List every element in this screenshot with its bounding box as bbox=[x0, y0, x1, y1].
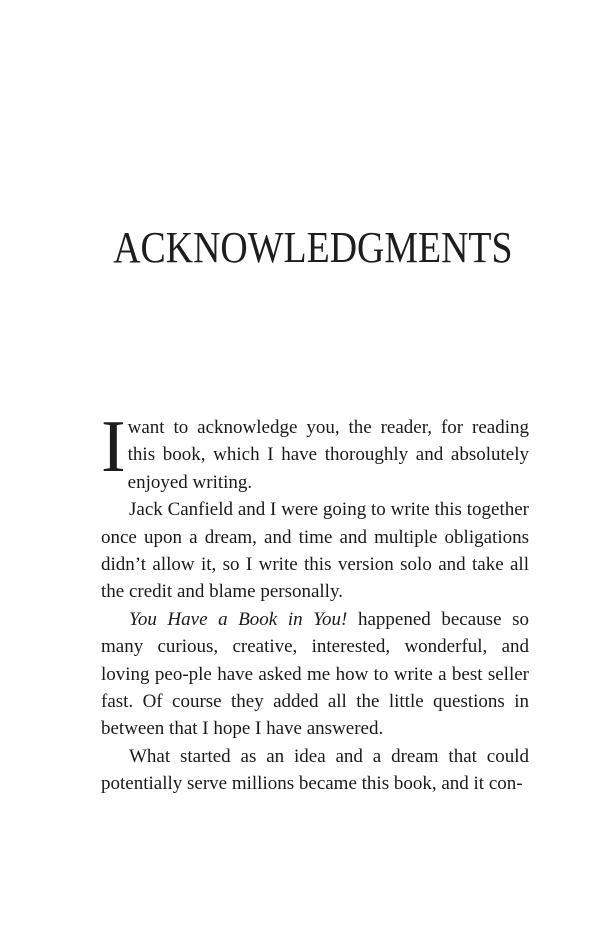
paragraph-3 bbox=[101, 606, 529, 743]
paragraph-2: Jack Canfield and I were going to write this together once upon a dream, and time and multiple obligations didn’t allow it, so I write this version solo and take all the credit and blame personally. bbox=[101, 499, 529, 603]
paragraph-1 bbox=[101, 406, 529, 496]
book-title-italic: You Have a Book in You! bbox=[129, 608, 348, 630]
paragraph-3-text: happened because so many curious, creative, interested, wonderful, and loving peo-ple have asked me how to write a best seller fast. Of course they added all the little questions in between that I hope I have answered. bbox=[101, 608, 529, 740]
body-text bbox=[101, 406, 529, 798]
drop-cap: I bbox=[101, 406, 126, 488]
paragraph-1-text: want to acknowledge you, the reader, for reading this book, which I have thoroughly and absolutely enjoyed writing. bbox=[127, 417, 529, 493]
paragraph-4: What started as an idea and a dream that could potentially serve millions became this book, and it con- bbox=[101, 745, 529, 795]
chapter-title: ACKNOWLEDGMENTS bbox=[113, 223, 513, 273]
